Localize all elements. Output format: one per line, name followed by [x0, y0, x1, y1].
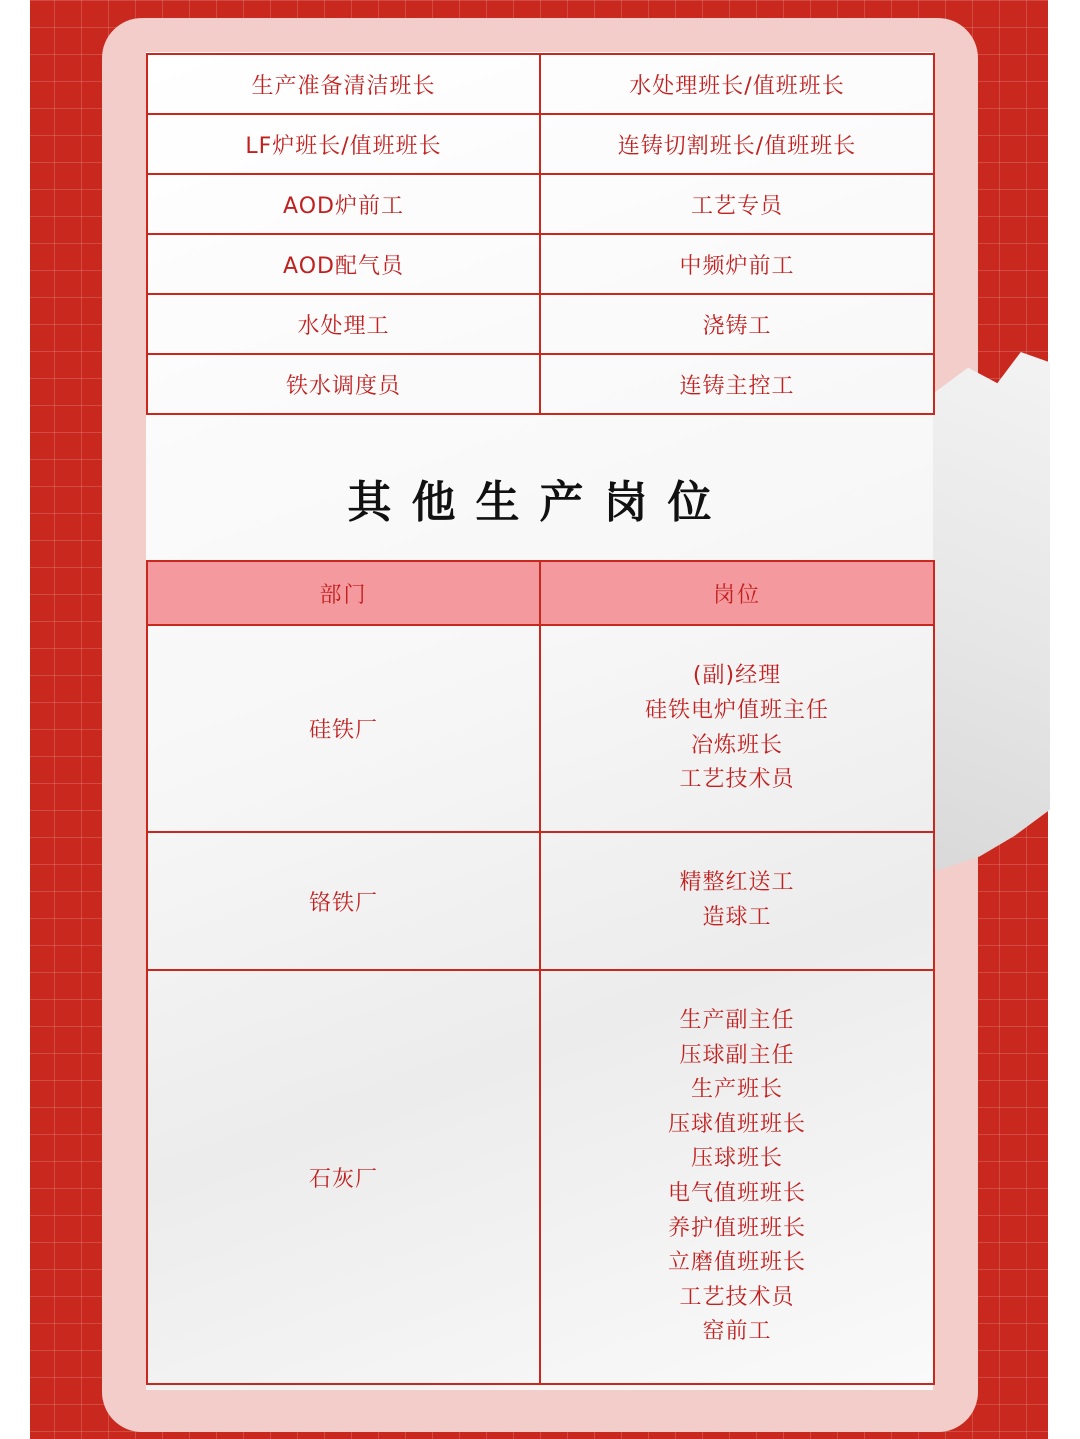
- table-cell: LF炉班长/值班班长: [147, 114, 540, 174]
- table-cell: 中频炉前工: [540, 234, 934, 294]
- positions-table-top: [146, 53, 935, 415]
- other-positions-table: [146, 560, 935, 1385]
- positions-cell: [540, 970, 934, 1384]
- section-title: 其他生产岗位: [347, 477, 732, 528]
- torn-paper-decoration: [933, 352, 1050, 872]
- header-department: 部门: [147, 561, 540, 625]
- position-item: (副)经理: [692, 663, 782, 689]
- department-cell: 铬铁厂: [147, 832, 540, 970]
- table-row: [147, 294, 934, 354]
- table-row: [147, 354, 934, 414]
- position-item: 养护值班班长: [667, 1215, 806, 1241]
- position-item: 生产班长: [690, 1077, 783, 1103]
- position-item: 压球值班班长: [667, 1111, 806, 1137]
- left-white-edge: [0, 0, 30, 1439]
- table-row: [147, 970, 934, 1384]
- position-item: 压球副主任: [679, 1042, 795, 1068]
- position-item: 冶炼班长: [690, 732, 783, 758]
- table-cell: 水处理工: [147, 294, 540, 354]
- position-item: 立磨值班班长: [667, 1250, 806, 1276]
- table-row: [147, 174, 934, 234]
- table-row: [147, 114, 934, 174]
- table-cell: AOD炉前工: [147, 174, 540, 234]
- position-item: 工艺技术员: [679, 767, 795, 793]
- table-row: [147, 832, 934, 970]
- position-item: 精整红送工: [679, 870, 795, 896]
- position-item: 造球工: [702, 905, 772, 930]
- table-row: [147, 54, 934, 114]
- header-position: 岗位: [540, 561, 934, 625]
- position-item: 电气值班班长: [667, 1181, 806, 1206]
- position-item: 压球班长: [690, 1146, 783, 1172]
- department-cell: 石灰厂: [147, 970, 540, 1384]
- table-cell: 铁水调度员: [147, 354, 540, 414]
- positions-cell: [540, 625, 934, 832]
- right-white-edge: [1048, 0, 1080, 1439]
- table-row: [147, 234, 934, 294]
- table-cell: 水处理班长/值班班长: [540, 54, 934, 114]
- table-cell: 工艺专员: [540, 174, 934, 234]
- table-header-row: [147, 561, 934, 625]
- table-cell: 浇铸工: [540, 294, 934, 354]
- position-item: 工艺技术员: [679, 1284, 795, 1310]
- department-cell: 硅铁厂: [147, 625, 540, 832]
- table-cell: 生产准备清洁班长: [147, 54, 540, 114]
- positions-cell: [540, 832, 934, 970]
- position-item: 窑前工: [702, 1319, 772, 1345]
- table-cell: AOD配气员: [147, 234, 540, 294]
- position-item: 生产副主任: [679, 1008, 795, 1034]
- position-item: 硅铁电炉值班主任: [644, 697, 829, 723]
- table-row: [147, 625, 934, 832]
- table-cell: 连铸主控工: [540, 354, 934, 414]
- table-cell: 连铸切割班长/值班班长: [540, 114, 934, 174]
